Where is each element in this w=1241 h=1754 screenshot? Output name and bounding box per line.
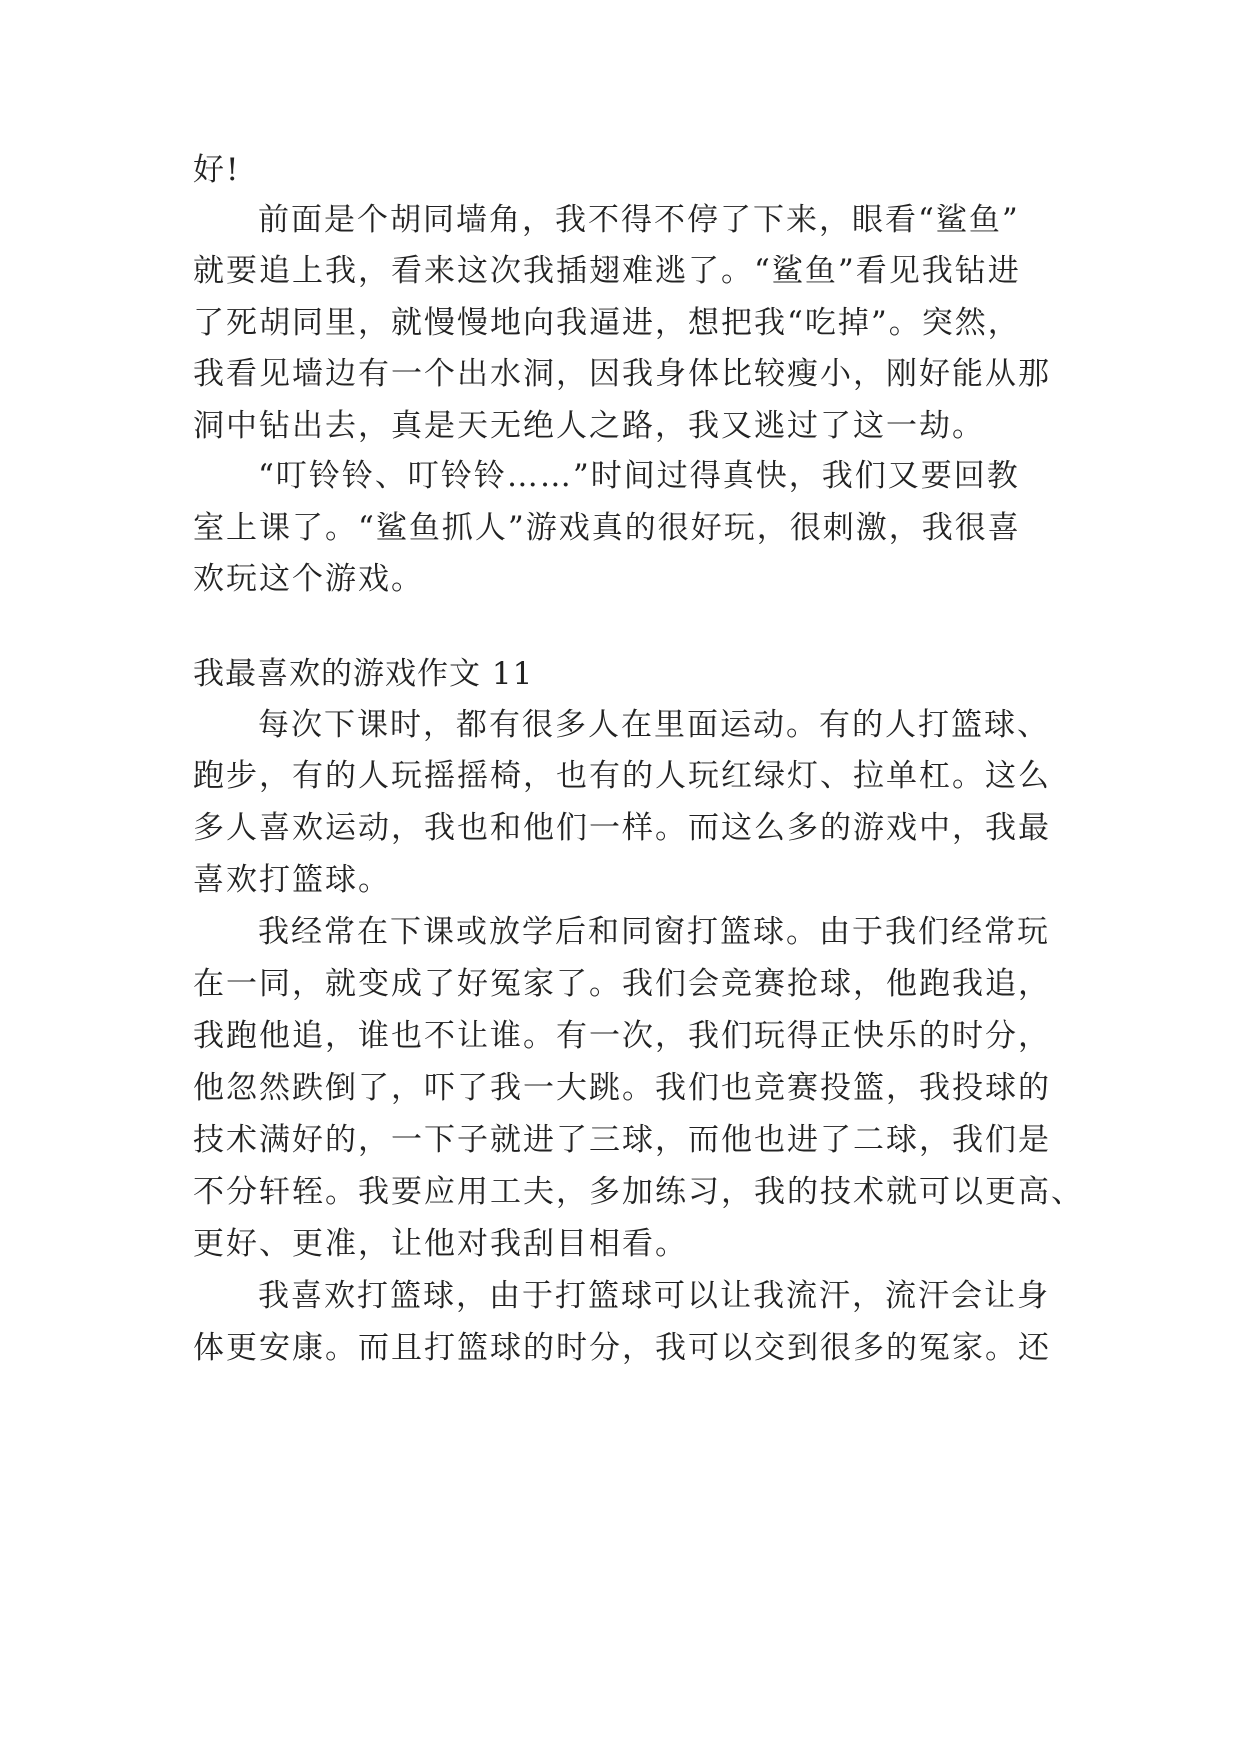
paragraph-line: 技术满好的，一下子就进了三球，而他也进了二球，我们是 <box>193 1122 1051 1158</box>
paragraph-line: 室上课了。“鲨鱼抓人”游戏真的很好玩，很刺激，我很喜 <box>193 510 1021 546</box>
paragraph-line: 每次下课时，都有很多人在里面运动。有的人打篮球、 <box>258 707 1050 743</box>
paragraph-line: 他忽然跌倒了，吓了我一大跳。我们也竞赛投篮，我投球的 <box>193 1070 1051 1106</box>
paragraph-line: 多人喜欢运动，我也和他们一样。而这么多的游戏中，我最 <box>193 810 1051 846</box>
paragraph-line: 我喜欢打篮球，由于打篮球可以让我流汗，流汗会让身 <box>258 1278 1050 1314</box>
paragraph-line: 欢玩这个游戏。 <box>193 561 424 597</box>
paragraph-line: 在一同，就变成了好冤家了。我们会竞赛抢球，他跑我追， <box>193 966 1051 1002</box>
paragraph-line: 体更安康。而且打篮球的时分，我可以交到很多的冤家。还 <box>193 1330 1051 1366</box>
paragraph-line: 我经常在下课或放学后和同窗打篮球。由于我们经常玩 <box>258 914 1050 950</box>
paragraph-line: 不分轩轾。我要应用工夫，多加练习，我的技术就可以更高、 <box>193 1174 1084 1210</box>
paragraph-line: 就要追上我，看来这次我插翅难逃了。“鲨鱼”看见我钻进 <box>193 253 1021 289</box>
paragraph-line: 更好、更准，让他对我刮目相看。 <box>193 1226 688 1262</box>
text-line: 好! <box>193 152 241 188</box>
paragraph-line: 我看见墙边有一个出水洞，因我身体比较瘦小，刚好能从那 <box>193 356 1051 392</box>
paragraph-line: “叮铃铃、叮铃铃……”时间过得真快，我们又要回教 <box>258 458 1020 494</box>
paragraph-line: 跑步，有的人玩摇摇椅，也有的人玩红绿灯、拉单杠。这么 <box>193 758 1051 794</box>
paragraph-line: 前面是个胡同墙角，我不得不停了下来，眼看“鲨鱼” <box>258 202 1020 238</box>
paragraph-line: 喜欢打篮球。 <box>193 862 391 898</box>
section-title: 我最喜欢的游戏作文 11 <box>193 656 534 692</box>
paragraph-line: 了死胡同里，就慢慢地向我逼进，想把我“吃掉”。突然， <box>193 305 1021 341</box>
paragraph-line: 洞中钻出去，真是天无绝人之路，我又逃过了这一劫。 <box>193 408 985 444</box>
paragraph-line: 我跑他追，谁也不让谁。有一次，我们玩得正快乐的时分， <box>193 1018 1051 1054</box>
